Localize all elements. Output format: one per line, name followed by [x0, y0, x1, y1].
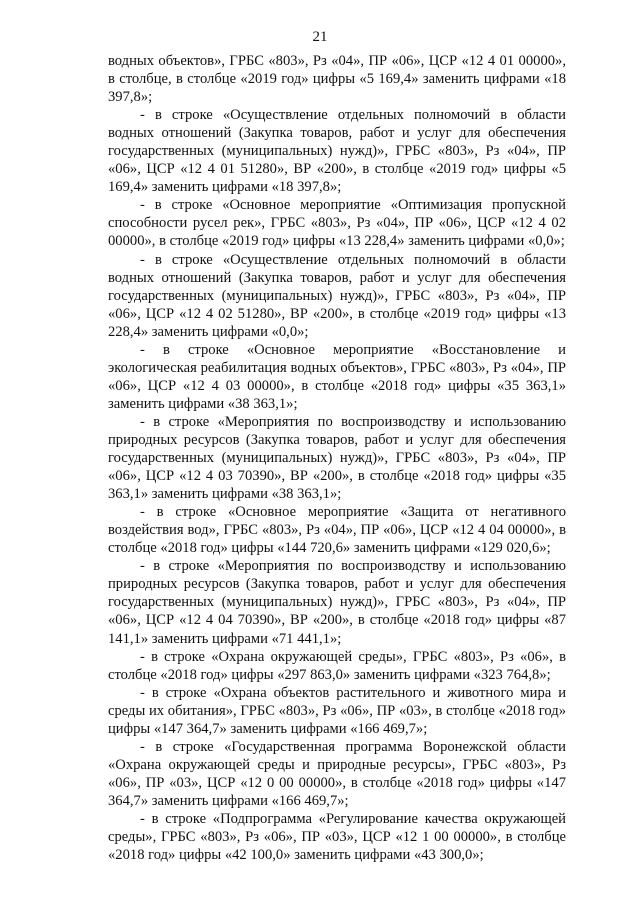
- paragraph: - в строке «Охрана окружающей среды», ГРБС «803», Рз «06», в столбце «2018 год» цифры «297 863,0» заменить цифрами «323 764,8»;: [108, 648, 566, 683]
- paragraph: - в строке «Мероприятия по воспроизводству и использованию природных ресурсов (Закупка товаров, работ и услуг для обеспечения государственных (муниципальных) нужд)», ГРБС «803», Рз «04», ПР «06», ЦСР «12 4 04 70390», ВР «200», в столбце «2018 год» цифры «87 141,1» заменить цифрами «71 441,1»;: [108, 558, 566, 647]
- paragraph: - в строке «Мероприятия по воспроизводству и использованию природных ресурсов (Закупка товаров, работ и услуг для обеспечения государственных (муниципальных) нужд)», ГРБС «803», Рз «04», ПР «06», ЦСР «12 4 03 70390», ВР «200», в столбце «2018 год» цифры «35 363,1» заменить цифрами «38 363,1»;: [108, 413, 566, 503]
- paragraph: - в строке «Осуществление отдельных полномочий в области водных отношений (Закупка товаров, работ и услуг для обеспечения государственных (муниципальных) нужд)», ГРБС «803», Рз «04», ПР «06», ЦСР «12 4 02 51280», ВР «200», в столбце «2019 год» цифры «13 228,4» заменить цифрами «0,0»;: [108, 251, 566, 340]
- paragraph: - в строке «Основное мероприятие «Оптимизация пропускной способности русел рек», ГРБС «803», Рз «04», ПР «06», ЦСР «12 4 02 00000», в столбце «2019 год» цифры «13 228,4» заменить цифрами «0,0»;: [108, 197, 566, 250]
- paragraph: - в строке «Государственная программа Воронежской области «Охрана окружающей среды и природные ресурсы», ГРБС «803», Рз «06», ПР «03», ЦСР «12 0 00 00000», в столбце «2018 год» цифры «147 364,7» заменить цифрами «166 469,7»;: [108, 738, 566, 809]
- paragraph: - в строке «Основное мероприятие «Восстановление и экологическая реабилитация водных объектов», ГРБС «803», Рз «04», ПР «06», ЦСР «12 4 03 00000», в столбце «2018 год» цифры «35 363,1» заменить цифрами «38 363,1»;: [108, 341, 566, 412]
- paragraph: - в строке «Основное мероприятие «Защита от негативного воздействия вод», ГРБС «803», Рз «04», ПР «06», ЦСР «12 4 04 00000», в столбце «2018 год» цифры «144 720,6» заменить цифрами «129 020,6»;: [108, 504, 566, 557]
- paragraph: - в строке «Охрана объектов растительного и животного мира и среды их обитания», ГРБС «803», Рз «06», ПР «03», в столбце «2018 год» цифры «147 364,7» заменить цифрами «166 469,7»;: [108, 684, 566, 737]
- paragraph: - в строке «Подпрограмма «Регулирование качества окружающей среды», ГРБС «803», Рз «06», ПР «03», ЦСР «12 1 00 00000», в столбце «2018 год» цифры «42 100,0» заменить цифрами «43 300,0»;: [108, 810, 566, 864]
- paragraph: - в строке «Осуществление отдельных полномочий в области водных отношений (Закупка товаров, работ и услуг для обеспечения государственных (муниципальных) нужд)», ГРБС «803», Рз «04», ПР «06», ЦСР «12 4 01 51280», ВР «200», в столбце «2019 год» цифры «5 169,4» заменить цифрами «18 397,8»;: [108, 107, 566, 196]
- paragraph: водных объектов», ГРБС «803», Рз «04», ПР «06», ЦСР «12 4 01 00000», в столбце, в столбце «2019 год» цифры «5 169,4» заменить цифрами «18 397,8»;: [108, 53, 566, 106]
- document-body: [108, 52, 566, 864]
- page-number: 21: [312, 29, 328, 45]
